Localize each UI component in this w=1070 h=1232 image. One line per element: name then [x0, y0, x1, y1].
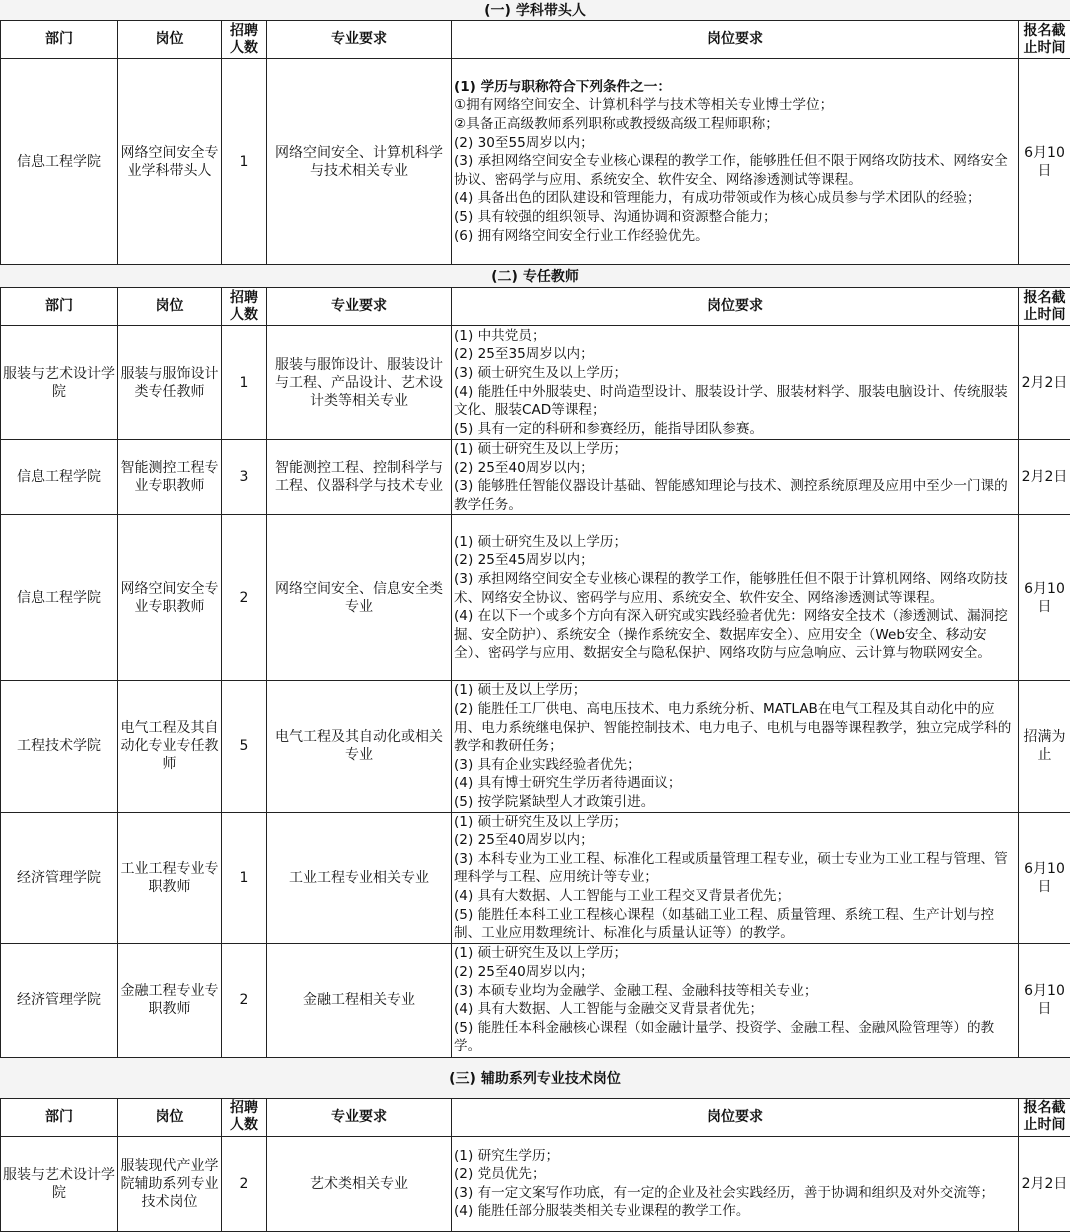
department-cell: 信息工程学院: [1, 440, 118, 515]
header-department: 部门: [1, 21, 118, 59]
requirement-item: (3) 具有企业实践经验者优先；: [454, 756, 1016, 775]
requirement-item: (4) 在以下一个或多个方向有深入研究或实践经验者优先：网络安全技术（渗透测试、漏洞挖掘、安全防护）、系统安全（操作系统安全、数据库安全）、应用安全（Web安全、移动安全）、密码学与应用、数据安全与隐私保护、网络攻防与应急响应、云计算与物联网安全。: [454, 607, 1016, 663]
deadline-cell: 招满为止: [1019, 681, 1070, 812]
position-cell: 工业工程专业专职教师: [118, 812, 222, 943]
section-title: (三) 辅助系列专业技术岗位: [0, 1058, 1070, 1098]
department-cell: 信息工程学院: [1, 515, 118, 681]
requirement-item: (1) 硕士研究生及以上学历；: [454, 813, 1016, 832]
requirement-item: (2) 25至40周岁以内；: [454, 831, 1016, 850]
header-deadline: 报名截止时间: [1019, 288, 1070, 326]
requirement-item: (1) 学历与职称符合下列条件之一：: [454, 78, 1016, 97]
department-cell: 经济管理学院: [1, 812, 118, 943]
requirement-item: (5) 按学院紧缺型人才政策引进。: [454, 793, 1016, 812]
requirement-item: (6) 拥有网络空间安全行业工作经验优先。: [454, 227, 1016, 246]
table-row: [1, 943, 1070, 1057]
requirements-cell: [452, 440, 1019, 515]
requirement-item: (2) 25至35周岁以内；: [454, 345, 1016, 364]
header-requirements: 岗位要求: [452, 288, 1019, 326]
table-row: [1, 1136, 1070, 1231]
header-major: 专业要求: [267, 1098, 452, 1136]
header-position: 岗位: [118, 21, 222, 59]
requirement-item: (2) 党员优先；: [454, 1165, 1016, 1184]
deadline-cell: 2月2日: [1019, 326, 1070, 440]
requirements-cell: [452, 515, 1019, 681]
header-headcount: 招聘人数: [222, 288, 267, 326]
requirement-item: (4) 具备出色的团队建设和管理能力，有成功带领或作为核心成员参与学术团队的经验；: [454, 189, 1016, 208]
recruitment-table: [0, 20, 1070, 265]
position-cell: 网络空间安全专业专职教师: [118, 515, 222, 681]
requirement-item: (5) 具有较强的组织领导、沟通协调和资源整合能力；: [454, 208, 1016, 227]
table-header-row: [1, 288, 1070, 326]
table-row: [1, 59, 1070, 265]
major-cell: 工业工程专业相关专业: [267, 812, 452, 943]
requirements-cell: [452, 812, 1019, 943]
department-cell: 服装与艺术设计学院: [1, 1136, 118, 1231]
requirement-item: (5) 具有一定的科研和参赛经历，能指导团队参赛。: [454, 420, 1016, 439]
recruitment-table: [0, 287, 1070, 1058]
table-row: [1, 515, 1070, 681]
position-cell: 服装现代产业学院辅助系列专业技术岗位: [118, 1136, 222, 1231]
major-cell: 艺术类相关专业: [267, 1136, 452, 1231]
requirement-item: (1) 中共党员；: [454, 327, 1016, 346]
table-row: [1, 440, 1070, 515]
major-cell: 电气工程及其自动化或相关专业: [267, 681, 452, 812]
section-title: (二) 专任教师: [0, 265, 1070, 287]
requirement-item: ②具备正高级教师系列职称或教授级高级工程师职称；: [454, 115, 1016, 134]
header-department: 部门: [1, 1098, 118, 1136]
header-deadline: 报名截止时间: [1019, 1098, 1070, 1136]
requirement-item: (4) 能胜任部分服装类相关专业课程的教学工作。: [454, 1202, 1016, 1221]
requirement-item: (1) 硕士及以上学历；: [454, 681, 1016, 700]
deadline-cell: 6月10日: [1019, 812, 1070, 943]
table-row: [1, 326, 1070, 440]
position-cell: 网络空间安全专业学科带头人: [118, 59, 222, 265]
requirement-item: (2) 25至45周岁以内；: [454, 551, 1016, 570]
requirement-item: (5) 能胜任本科工业工程核心课程（如基础工业工程、质量管理、系统工程、生产计划与控制、工业应用数理统计、标准化与质量认证等）的教学。: [454, 906, 1016, 943]
header-requirements: 岗位要求: [452, 1098, 1019, 1136]
requirements-cell: [452, 326, 1019, 440]
header-headcount: 招聘人数: [222, 1098, 267, 1136]
requirement-item: (4) 能胜任中外服装史、时尚造型设计、服装设计学、服装材料学、服装电脑设计、传统服装文化、服装CAD等课程；: [454, 383, 1016, 420]
requirement-item: (3) 硕士研究生及以上学历；: [454, 364, 1016, 383]
deadline-cell: 6月10日: [1019, 943, 1070, 1057]
major-cell: 金融工程相关专业: [267, 943, 452, 1057]
requirements-cell: [452, 681, 1019, 812]
department-cell: 工程技术学院: [1, 681, 118, 812]
table-row: [1, 812, 1070, 943]
major-cell: 智能测控工程、控制科学与工程、仪器科学与技术专业: [267, 440, 452, 515]
table-header-row: [1, 21, 1070, 59]
requirement-item: (2) 25至40周岁以内；: [454, 963, 1016, 982]
headcount-cell: 1: [222, 812, 267, 943]
requirement-item: (1) 研究生学历；: [454, 1147, 1016, 1166]
requirement-item: (4) 具有大数据、人工智能与工业工程交叉背景者优先；: [454, 887, 1016, 906]
position-cell: 智能测控工程专业专职教师: [118, 440, 222, 515]
header-position: 岗位: [118, 1098, 222, 1136]
major-cell: 网络空间安全、信息安全类专业: [267, 515, 452, 681]
deadline-cell: 6月10日: [1019, 515, 1070, 681]
requirement-item: (2) 30至55周岁以内；: [454, 134, 1016, 153]
recruitment-table: [0, 1098, 1070, 1232]
position-cell: 电气工程及其自动化专业专任教师: [118, 681, 222, 812]
headcount-cell: 5: [222, 681, 267, 812]
header-major: 专业要求: [267, 288, 452, 326]
requirement-item: (5) 能胜任本科金融核心课程（如金融计量学、投资学、金融工程、金融风险管理等）的教学。: [454, 1019, 1016, 1056]
header-deadline: 报名截止时间: [1019, 21, 1070, 59]
department-cell: 信息工程学院: [1, 59, 118, 265]
table-header-row: [1, 1098, 1070, 1136]
section-title: (一) 学科带头人: [0, 0, 1070, 20]
header-position: 岗位: [118, 288, 222, 326]
requirement-item: (3) 有一定文案写作功底，有一定的企业及社会实践经历，善于协调和组织及对外交流等；: [454, 1184, 1016, 1203]
headcount-cell: 1: [222, 59, 267, 265]
requirement-item: (4) 具有大数据、人工智能与金融交叉背景者优先；: [454, 1000, 1016, 1019]
major-cell: 网络空间安全、计算机科学与技术相关专业: [267, 59, 452, 265]
headcount-cell: 3: [222, 440, 267, 515]
header-department: 部门: [1, 288, 118, 326]
position-cell: 金融工程专业专职教师: [118, 943, 222, 1057]
requirements-cell: [452, 943, 1019, 1057]
requirement-item: (3) 本科专业为工业工程、标准化工程或质量管理工程专业，硕士专业为工业工程与管理、管理科学与工程、应用统计等专业；: [454, 850, 1016, 887]
major-cell: 服装与服饰设计、服装设计与工程、产品设计、艺术设计类等相关专业: [267, 326, 452, 440]
headcount-cell: 2: [222, 1136, 267, 1231]
deadline-cell: 6月10日: [1019, 59, 1070, 265]
requirements-cell: [452, 59, 1019, 265]
requirement-item: (1) 硕士研究生及以上学历；: [454, 533, 1016, 552]
requirement-item: (3) 能够胜任智能仪器设计基础、智能感知理论与技术、测控系统原理及应用中至少一门课的教学任务。: [454, 477, 1016, 514]
headcount-cell: 1: [222, 326, 267, 440]
position-cell: 服装与服饰设计类专任教师: [118, 326, 222, 440]
requirement-item: (1) 硕士研究生及以上学历；: [454, 440, 1016, 459]
requirement-item: (1) 硕士研究生及以上学历；: [454, 944, 1016, 963]
requirement-item: ①拥有网络空间安全、计算机科学与技术等相关专业博士学位；: [454, 96, 1016, 115]
header-headcount: 招聘人数: [222, 21, 267, 59]
header-major: 专业要求: [267, 21, 452, 59]
requirement-item: (3) 本硕专业均为金融学、金融工程、金融科技等相关专业；: [454, 982, 1016, 1001]
header-requirements: 岗位要求: [452, 21, 1019, 59]
requirement-item: (2) 25至40周岁以内；: [454, 459, 1016, 478]
deadline-cell: 2月2日: [1019, 1136, 1070, 1231]
headcount-cell: 2: [222, 943, 267, 1057]
requirement-item: (2) 能胜任工厂供电、高电压技术、电力系统分析、MATLAB在电气工程及其自动化中的应用、电力系统继电保护、智能控制技术、电力电子、电机与电器等课程教学，独立完成学科的教学和教研任务；: [454, 700, 1016, 756]
requirement-item: (3) 承担网络空间安全专业核心课程的教学工作，能够胜任但不限于计算机网络、网络攻防技术、网络安全协议、密码学与应用、系统安全、软件安全、网络渗透测试等课程。: [454, 570, 1016, 607]
headcount-cell: 2: [222, 515, 267, 681]
table-row: [1, 681, 1070, 812]
requirement-item: (3) 承担网络空间安全专业核心课程的教学工作，能够胜任但不限于网络攻防技术、网络安全协议、密码学与应用、系统安全、软件安全、网络渗透测试等课程。: [454, 152, 1016, 189]
department-cell: 经济管理学院: [1, 943, 118, 1057]
deadline-cell: 2月2日: [1019, 440, 1070, 515]
department-cell: 服装与艺术设计学院: [1, 326, 118, 440]
requirement-item: (4) 具有博士研究生学历者待遇面议；: [454, 774, 1016, 793]
requirements-cell: [452, 1136, 1019, 1231]
